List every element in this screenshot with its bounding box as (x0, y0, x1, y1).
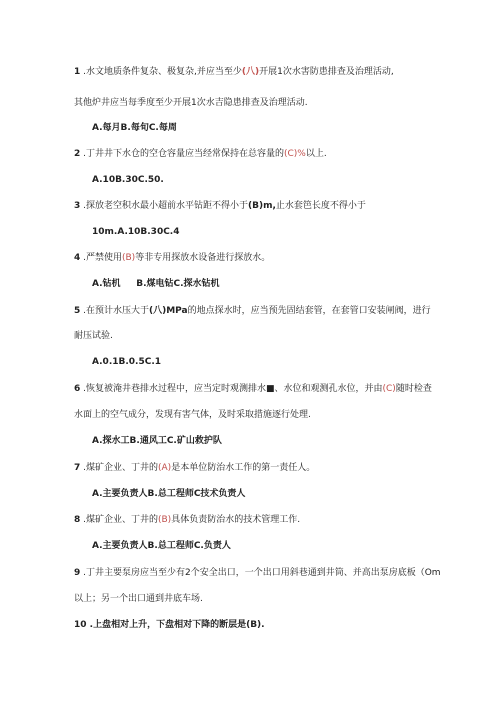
question-text: .恢复被淹井巷排水过程中，应当定时观测排水■、水位和观测孔水位，并由 (80, 384, 383, 394)
question-text: 是本单位防治水工作的第一责任人。 (171, 463, 316, 473)
question-text: .上盘相对上升，下盘相对下降的断层是(B). (86, 620, 265, 630)
question-number: 10 (74, 620, 87, 630)
question-text: .煤矿企业、丁井的 (80, 515, 158, 525)
answer-marker: (B)m, (248, 201, 276, 211)
question-3-options: 10m.A.10B.30C.4 (92, 227, 180, 237)
question-text: .煤矿企业、丁井的 (80, 463, 158, 473)
question-4-line-1 (74, 252, 270, 264)
question-text: 耐压试验. (74, 331, 113, 341)
answer-marker: (C)% (284, 149, 306, 159)
question-8-line-1 (74, 514, 300, 526)
answer-marker: (八)MPa (149, 306, 188, 316)
question-number: 8 (74, 515, 81, 525)
question-number: 2 (74, 149, 81, 159)
answer-marker: (八) (241, 67, 260, 77)
question-5-options: A.0.1B.0.5C.1 (92, 357, 162, 367)
question-1-line-1 (74, 66, 394, 78)
question-text: 以上. (305, 149, 327, 159)
question-text: .探放老空积水最小超前水平钻距不得小于 (80, 201, 248, 211)
question-9-line-1 (74, 567, 441, 579)
answer-marker: (A) (158, 463, 172, 473)
question-number: 7 (74, 463, 81, 473)
answer-marker: (B) (122, 253, 136, 263)
answer-marker: (B) (158, 515, 172, 525)
question-8-options: A.主要负责人B.总工程师C.负责人 (92, 541, 231, 551)
question-9-line-2 (74, 593, 203, 605)
question-number: 5 (74, 306, 81, 316)
question-text: 等非专用探放水设备进行探放水。 (135, 253, 271, 263)
question-1-line-2 (74, 97, 308, 109)
answer-marker: (C) (382, 384, 396, 394)
question-2-options: A.10B.30C.50. (92, 175, 164, 185)
question-number: 1 (74, 67, 81, 77)
question-text: 其他炉井应当每季度至少开展1次水吉隐患排查及治理活动. (74, 98, 308, 108)
question-6-line-1 (74, 383, 432, 395)
question-number: 4 (74, 253, 81, 263)
question-number: 9 (74, 568, 81, 578)
question-text: 以上；另一个出口通到井底车场. (74, 594, 203, 604)
question-7-options: A.主要负责人B.总工程师C技术负责人 (92, 489, 246, 499)
question-text: .丁井主要泵房应当至少有2个安全出口，一个出口用斜巷通到井筒、并高出泵房底板（Om (80, 568, 441, 578)
question-5-line-1 (74, 305, 431, 317)
question-text: 的地点探水时，应当预先固结套管，在套管口安装闸阀，进行 (187, 306, 431, 316)
question-text: 止水套笆长度不得小于 (275, 201, 366, 211)
question-10-line-1 (74, 619, 265, 631)
question-2-line-1 (74, 148, 327, 160)
question-3-line-1 (74, 200, 366, 212)
question-text: 随时检查 (395, 384, 432, 394)
question-text: 具体负责防治水的技术管理工作. (171, 515, 301, 525)
question-4-options: A.钻机 B.煤电钻C.探水钻机 (92, 279, 220, 289)
question-6-line-2 (74, 409, 311, 421)
question-text: 水面上的空气成分，发现有害气体，及时采取措施逐行处理. (74, 410, 311, 420)
question-6-options: A.探水工B.通风工C.矿山救护队 (92, 436, 222, 446)
question-text: 开展1次水害防患排查及治理活动, (259, 67, 394, 77)
question-number: 6 (74, 384, 81, 394)
question-text: .在预计水压大于 (80, 306, 149, 316)
question-7-line-1 (74, 462, 315, 474)
question-text: .严禁使用 (80, 253, 122, 263)
question-text: .丁井井下水仓的空仓容量应当经常保持在总容量的 (80, 149, 284, 159)
question-number: 3 (74, 201, 81, 211)
question-text: .水文地质条件复杂、极复杂,并应当至少 (80, 67, 242, 77)
question-1-options: A.每月B.每旬C.每周 (92, 123, 177, 133)
question-5-line-2 (74, 330, 113, 342)
